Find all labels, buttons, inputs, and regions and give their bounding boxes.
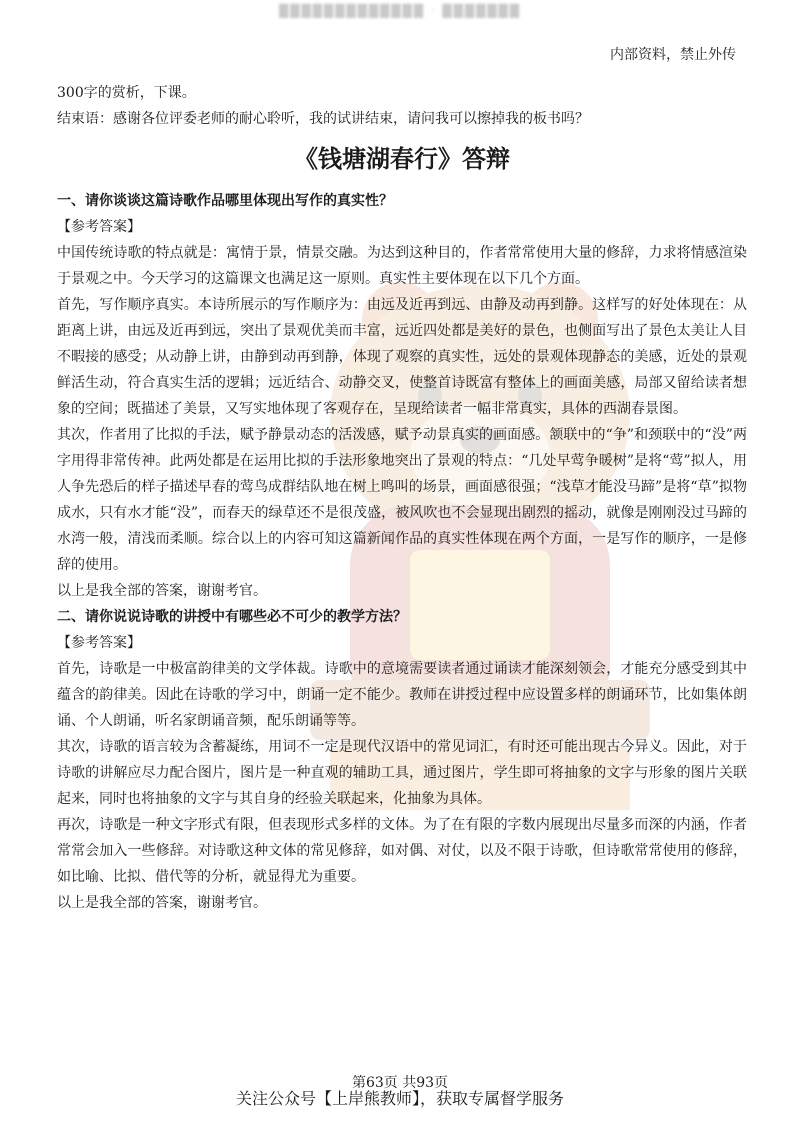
top-blurred-header: █████████████ · ███████ (278, 4, 521, 18)
answer-closing: 以上是我全部的答案，谢谢考官。 (57, 583, 267, 599)
answer-paragraph: 其次，作者用了比拟的手法，赋予静景动态的活泼感，赋予动景真实的画面感。颔联中的“争”和颈联中的“没”两字用得非常传神。此两处都是在运用比拟的手法形象地突出了景观的特点：“几处早莺争暖树”是将“莺”拟人，用人争先恐后的样子描述早春的莺鸟成群结队地在树上鸣叫的场景，画面感很强；“浅草才能没马蹄”是将“草”拟物成水，只有水才能“没”，而春天的绿草还不是很茂盛，被风吹也不会显现出剧烈的摇动，就像是刚刚没过马蹄的水湾一般，清浅而柔顺。综合以上的内容可知这篇新闻作品的真实性体现在两个方面，一是写作的顺序，一是修辞的使用。 (57, 427, 747, 573)
intro-line: 结束语：感谢各位评委老师的耐心聆听，我的试讲结束，请问我可以擦掉我的板书吗？ (57, 111, 589, 127)
main-content (57, 80, 747, 916)
footer-promo: 关注公众号【上岸熊教师】，获取专属督学服务 (235, 1089, 564, 1108)
question-1-heading: 一、请你谈谈这篇诗歌作品哪里体现出写作的真实性？ (57, 193, 393, 209)
answer-closing: 以上是我全部的答案，谢谢考官。 (57, 895, 267, 911)
answer-paragraph: 首先，写作顺序真实。本诗所展示的写作顺序为：由远及近再到远、由静及动再到静。这样写的好处体现在：从距离上讲，由远及近再到远，突出了景观优美而丰富，远近四处都是美好的景色，也侧面写出了景色太美让人目不暇接的感受；从动静上讲，由静到动再到静，体现了观察的真实性，远处的景观体现静态的美感，近处的景观鲜活生动，符合真实生活的逻辑；远近结合、动静交叉，使整首诗既富有整体上的画面美感，局部又留给读者想象的空间；既描述了美景，又写实地体现了客观存在，呈现给读者一幅非常真实，具体的西湖春景图。 (57, 297, 747, 417)
answer-paragraph: 中国传统诗歌的特点就是：寓情于景，情景交融。为达到这种目的，作者常常使用大量的修辞，力求将情感渲染于景观之中。今天学习的这篇课文也满足这一原则。真实性主要体现在以下几个方面。 (57, 245, 747, 287)
answer-paragraph: 再次，诗歌是一种文字形式有限，但表现形式多样的文体。为了在有限的字数内展现出尽量多而深的内涵，作者常常会加入一些修辞。对诗歌这种文体的常见修辞，如对偶、对仗，以及不限于诗歌，但诗歌常常使用的修辞，如比喻、比拟、借代等的分析，就显得尤为重要。 (57, 817, 747, 885)
page-number: 第63页 共93页 (351, 1075, 449, 1091)
confidential-note: 内部资料，禁止外传 (610, 47, 736, 63)
page-title: 《钱塘湖春行》答辩 (294, 144, 510, 173)
answer-paragraph: 首先，诗歌是一中极富韵律美的文学体裁。诗歌中的意境需要读者通过诵读才能深刻领会，才能充分感受到其中蕴含的韵律美。因此在诗歌的学习中，朗诵一定不能少。教师在讲授过程中应设置多样的朗诵环节，比如集体朗诵、个人朗诵，听名家朗诵音频，配乐朗诵等等。 (57, 661, 747, 729)
question-2-heading: 二、请你说说诗歌的讲授中有哪些必不可少的教学方法？ (57, 609, 407, 625)
reference-answer-label: 【参考答案】 (57, 635, 141, 651)
intro-line: 300字的赏析，下课。 (57, 85, 196, 101)
reference-answer-label: 【参考答案】 (57, 219, 141, 235)
answer-paragraph: 其次，诗歌的语言较为含蓄凝练，用词不一定是现代汉语中的常见词汇，有时还可能出现古今异义。因此，对于诗歌的讲解应尽力配合图片，图片是一种直观的辅助工具，通过图片，学生即可将抽象的文字与形象的图片关联起来，同时也将抽象的文字与其自身的经验关联起来，化抽象为具体。 (57, 739, 747, 807)
